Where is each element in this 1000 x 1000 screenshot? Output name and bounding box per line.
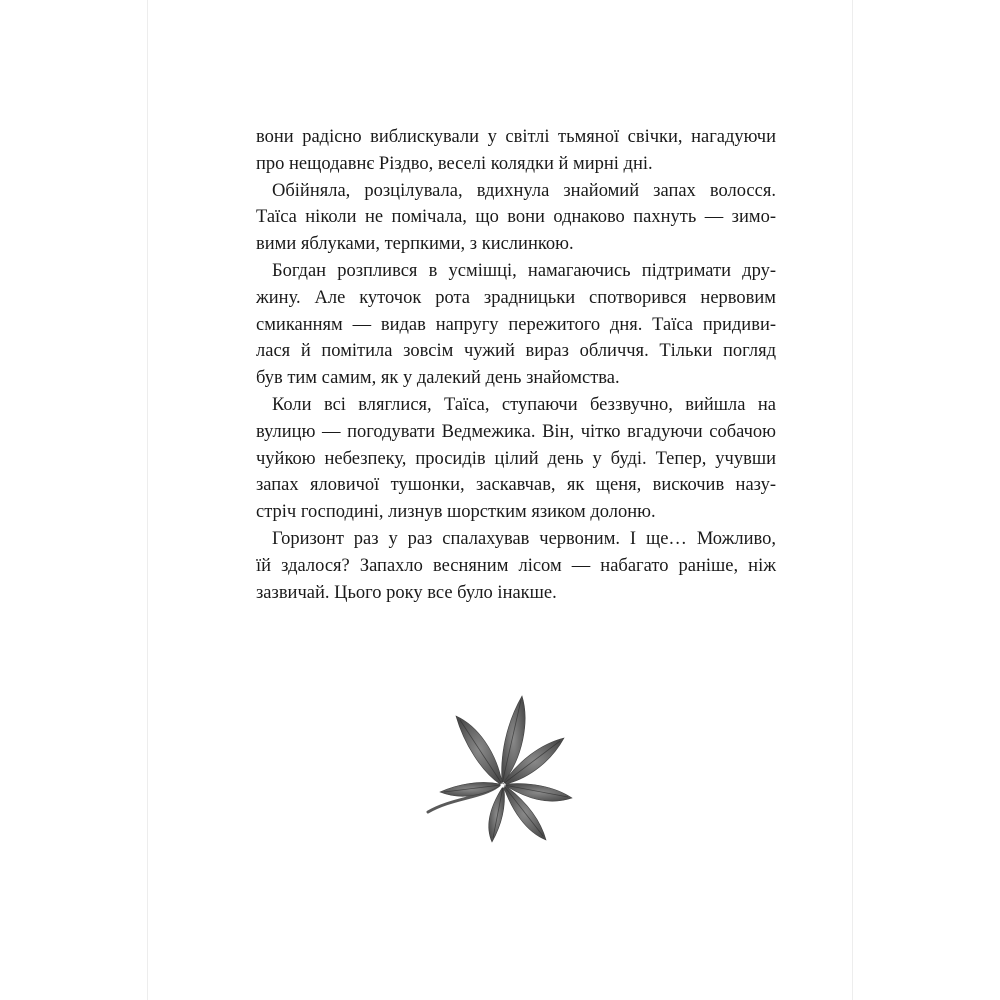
text-line: вони радісно виблискували у світлі тьмяної свічки, нагадуючи [256, 127, 776, 147]
text-line: Обійняла, розцілувала, вдихнула знайомий запах волосся. [272, 180, 776, 201]
text-line: зазвичай. Цього року все було інакше. [256, 582, 557, 603]
maple-leaf-icon [422, 686, 582, 846]
text-line: чуйкою небезпеку, просидів цілий день у буді. Тепер, учувши [256, 448, 776, 469]
text-line: їй здалося? Запахло весняним лісом — набагато раніше, ніж [256, 555, 776, 576]
text-line: жину. Але куточок рота зрадницьки спотворився нервовим [256, 287, 776, 308]
text-line: смиканням — видав напругу пережитого дня. Таїса придиви- [256, 314, 776, 335]
text-line: Коли всі вляглися, Таїса, ступаючи беззвучно, вийшла на [272, 394, 776, 415]
body-text [256, 124, 776, 606]
text-line: вими яблуками, терпкими, з кислинкою. [256, 234, 574, 255]
text-line: запах яловичої тушонки, заскавчав, як щеня, вискочив назу- [256, 475, 776, 496]
text-line: був тим самим, як у далекий день знайомства. [256, 368, 620, 389]
text-line: лася й помітила зовсім чужий вираз обличчя. Тільки погляд [256, 341, 776, 362]
text-line: Таїса ніколи не помічала, що вони однаково пахнуть — зимо- [256, 207, 776, 228]
text-line: Горизонт раз у раз спалахував червоним. І ще… Можливо, [272, 528, 776, 549]
text-line: про нещодавнє Різдво, веселі колядки й мирні дні. [256, 153, 653, 174]
text-line: Богдан розплився в усмішці, намагаючись підтримати дру- [272, 260, 776, 281]
text-line: стріч господині, лизнув шорстким язиком долоню. [256, 502, 656, 523]
text-line: вулицю — погодувати Ведмежика. Він, чітко вгадуючи собачою [256, 421, 776, 442]
